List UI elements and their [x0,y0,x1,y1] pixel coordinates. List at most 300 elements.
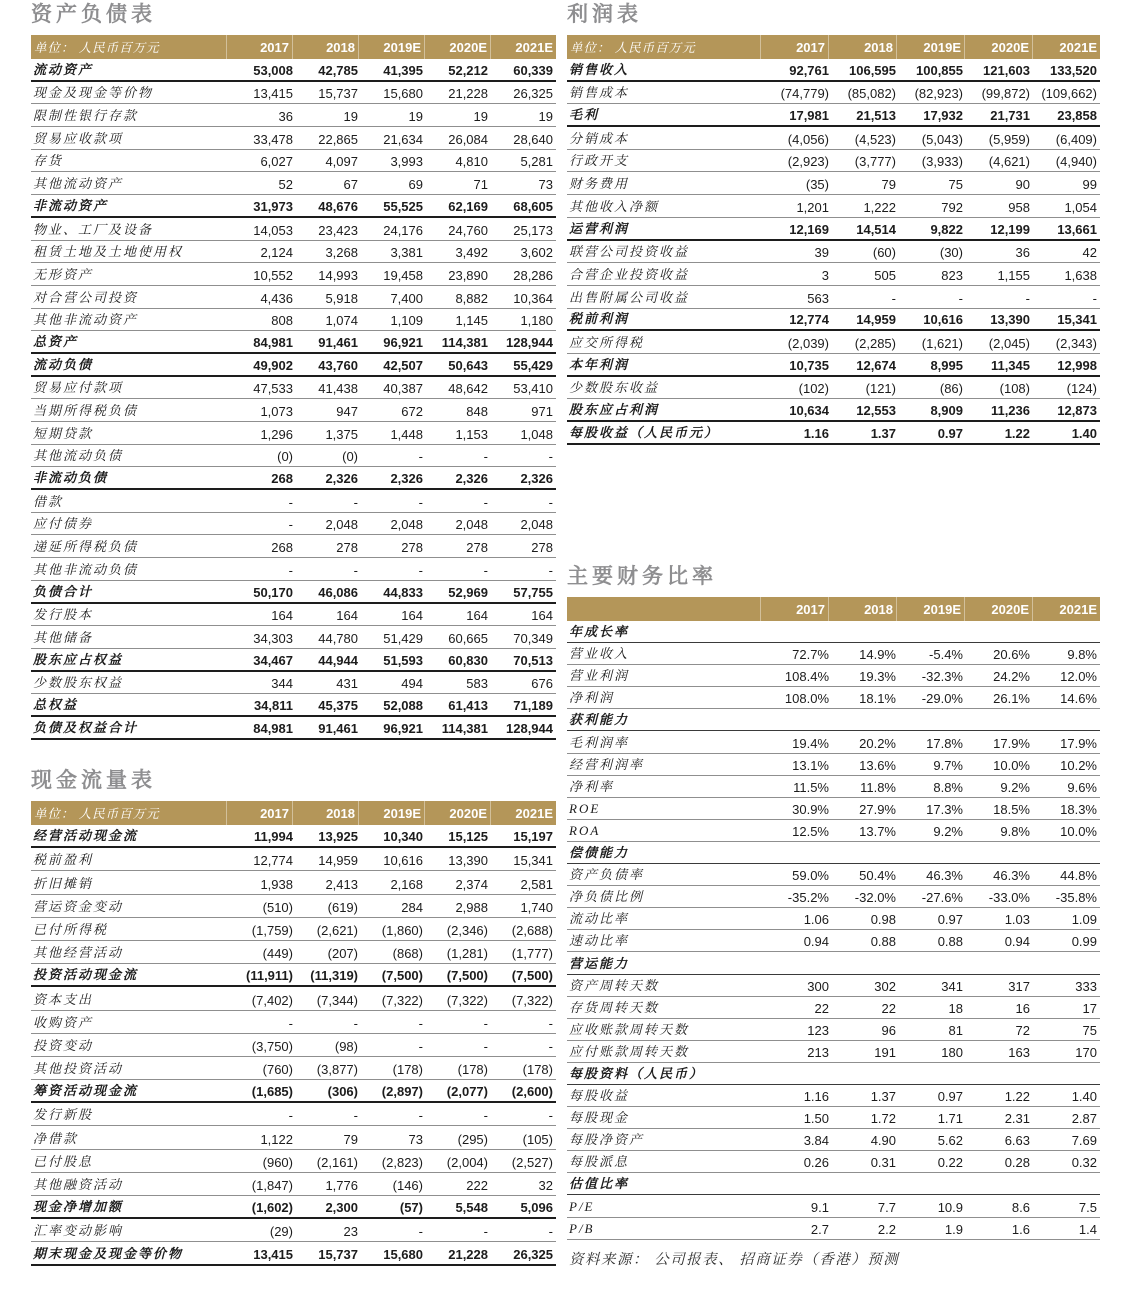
table-row [567,1218,1100,1240]
row-value: 344 [271,676,293,692]
table-row [567,1173,1100,1195]
row-value: 6,027 [260,154,293,170]
row-value: 41,438 [318,381,358,397]
table-row [567,82,1100,105]
row-value: 947 [336,404,358,419]
row-value: 19 [408,109,423,125]
row-value: (2,527) [511,1154,553,1170]
table-row [31,581,556,604]
row-value: 9.2% [933,823,963,839]
row-value: 2,374 [455,876,488,892]
row-value: (2,823) [381,1154,423,1170]
row-label: 物业、工厂及设备 [33,221,154,237]
table-body [567,59,1100,445]
row-value: 50.4% [859,868,896,884]
row-label: 负债及权益合计 [33,719,139,735]
row-value: 2,048 [390,517,423,533]
row-value: (7,322) [381,992,423,1008]
row-value: - [288,517,293,533]
row-value: 8,995 [930,357,963,373]
row-value: 12,998 [1057,357,1097,373]
table-row [31,490,556,513]
row-label: 销售收入 [569,61,630,77]
row-label: 股东应占权益 [33,651,124,667]
row-value: 4,810 [455,154,488,170]
row-value: 958 [1008,199,1030,215]
row-value: (102) [798,381,829,397]
row-value: (3,777) [854,154,896,170]
row-label: 其他非流动负债 [33,561,139,577]
table-row [31,626,556,649]
row-label: 非流动负债 [33,470,109,486]
row-value: (2,346) [446,922,488,938]
table-row [567,1041,1100,1063]
row-value: 27.9% [859,801,896,817]
row-value: (178) [457,1062,488,1078]
row-label: 每股派息 [569,1154,630,1170]
year-column-header: 2019E [358,35,424,59]
row-value: - [288,1015,293,1031]
row-value: 1.71 [937,1111,963,1127]
row-value: 17 [1082,1000,1097,1016]
row-label: 当期所得税负债 [33,403,139,418]
year-column-header: 2017 [760,597,828,621]
row-value: 15,680 [383,86,423,102]
row-value: 21,731 [990,108,1030,124]
row-value: 302 [874,978,896,994]
row-value: (7,402) [251,992,293,1008]
row-value: 30.9% [792,801,829,817]
year-column-header: 2020E [424,801,490,825]
table-body [31,825,556,1266]
row-value: - [548,562,553,578]
row-value: 431 [336,676,358,692]
row-value: 47,533 [253,381,293,397]
row-value: 92,761 [789,62,829,78]
row-value: 26,084 [448,131,488,147]
row-value: 133,520 [1050,62,1097,78]
row-value: 123 [807,1022,829,1038]
year-column-header: 2017 [760,35,828,59]
row-value: 1,054 [1064,199,1097,215]
row-value: 72 [1015,1022,1030,1038]
row-value: 3,268 [325,245,358,261]
row-value: 2.87 [1071,1111,1097,1127]
row-value: 12,674 [856,357,896,373]
row-value: 0.94 [1004,934,1030,950]
row-value: (2,077) [446,1084,488,1100]
row-value: (98) [334,1038,358,1054]
row-value: 12.0% [1060,669,1097,685]
row-value: 5.62 [937,1133,963,1149]
row-value: 14,993 [318,267,358,283]
row-value: 2,124 [260,245,293,261]
row-label: 其他流动资产 [33,176,124,192]
table-title: 资产负债表 [31,2,156,26]
table-row [567,754,1100,776]
row-value: 9.6% [1067,779,1097,795]
row-value: - [353,494,358,510]
financial-ratios-table [567,564,1100,1240]
row-value: 10,340 [383,829,423,845]
row-value: (2,621) [316,922,358,938]
row-value: 1.22 [1004,1089,1030,1105]
row-value: 1,048 [520,426,553,442]
row-value: 15,341 [513,853,553,869]
row-value: - [418,1108,423,1124]
row-value: 213 [807,1044,829,1060]
year-column-header: 2021E [490,801,556,825]
row-value: 0.97 [937,1089,963,1105]
row-value: 278 [466,540,488,556]
row-value: 26,325 [513,1246,553,1262]
row-value: 28,640 [513,131,553,147]
row-value: 28,286 [513,267,553,283]
row-value: - [353,562,358,578]
row-value: (11,319) [310,968,358,984]
row-value: 8.6 [1011,1199,1030,1215]
row-value: 14.6% [1060,691,1097,707]
row-value: 7.5 [1078,1199,1097,1215]
row-value: 808 [271,313,293,329]
row-value: 13.1% [792,757,829,773]
row-value: 60,665 [448,630,488,646]
row-value: 10,364 [513,290,553,306]
row-value: 1.6 [1011,1221,1030,1237]
row-value: 3,492 [455,245,488,261]
row-label: 流动比率 [569,911,630,927]
row-value: 2,326 [325,471,358,487]
table-row [31,354,556,377]
table-row [31,1173,556,1196]
row-value: 21,634 [383,131,423,147]
table-row [567,1019,1100,1041]
row-value: 52,212 [448,62,488,78]
row-value: 20.2% [859,735,896,751]
table-row [567,127,1100,150]
table-row [31,513,556,536]
unit-label: 单位： 人民币百万元 [570,41,696,55]
row-value: - [483,562,488,578]
table-row [31,604,556,627]
row-value: - [483,494,488,510]
row-label: 限制性银行存款 [33,108,139,124]
row-value: 2.31 [1004,1111,1030,1127]
row-value: 12,199 [990,221,1030,237]
row-value: 17.9% [993,735,1030,751]
row-value: 44,833 [383,584,423,600]
row-value: 284 [401,899,423,915]
row-value: 55,525 [383,198,423,214]
row-value: 10,634 [789,403,829,418]
table-header [31,35,556,59]
row-value: 2,048 [325,517,358,533]
row-value: -35.8% [1055,890,1097,906]
table-row [567,930,1100,952]
row-label: 联营公司投资收益 [569,244,690,260]
row-label: 资产负债率 [569,867,645,883]
row-label: 对合营公司投资 [33,289,139,305]
row-label: 总资产 [33,333,79,349]
row-value: 13,415 [253,86,293,102]
year-column-header: 2018 [292,801,358,825]
row-value: 34,811 [253,697,293,713]
row-value: 5,918 [325,290,358,306]
row-label: ROE [569,800,601,816]
row-value: 43,760 [318,357,358,373]
row-label: 无形资产 [33,266,94,282]
row-value: 792 [941,199,963,215]
row-value: 51,593 [383,652,423,668]
table-row [31,1150,556,1173]
row-label: 负债合计 [33,583,94,599]
table-row [31,964,556,987]
row-value: 268 [271,540,293,556]
row-value: 10,616 [923,312,963,328]
row-value: 23,858 [1057,108,1097,124]
row-value: 2,326 [390,471,423,487]
table-row [567,908,1100,930]
table-row [567,643,1100,665]
row-label: 贸易应收款项 [33,130,124,146]
row-value: 59.0% [792,868,829,884]
income-statement-table [567,2,1100,445]
row-value: 114,381 [441,720,488,736]
row-label: 应付账款周转天数 [569,1043,690,1059]
row-value: (35) [805,177,829,193]
row-value: (2,343) [1055,335,1097,351]
row-value: 16 [1015,1000,1030,1016]
row-value: 1,073 [260,404,293,419]
row-label: 贸易应付款项 [33,380,124,396]
row-value: 2,413 [325,876,358,892]
row-value: 8,909 [930,403,963,418]
row-label: 每股资料（人民币） [569,1065,705,1081]
row-value: 84,981 [253,720,293,736]
row-value: 13,415 [253,1246,293,1262]
row-value: (4,621) [988,154,1030,170]
row-value: - [1092,290,1097,306]
cash-flow-table [31,768,556,1266]
row-value: -29.0% [921,691,963,707]
row-value: 2,581 [520,876,553,892]
row-value: - [958,290,963,306]
row-label: 毛利 [569,107,600,123]
row-label: 估值比率 [569,1176,630,1192]
row-value: 8.8% [933,779,963,795]
unit-label: 单位： 人民币百万元 [34,41,160,55]
row-value: 0.31 [870,1155,896,1171]
table-row [31,1057,556,1080]
row-value: (0) [342,449,358,465]
row-value: 46.3% [926,868,963,884]
row-value: 2,326 [520,471,553,487]
row-value: 18.5% [993,801,1030,817]
row-value: (178) [392,1062,423,1078]
row-label: 运营利润 [569,220,630,236]
row-value: 8,882 [455,290,488,306]
year-column-header: 2021E [1032,597,1100,621]
table-row [31,172,556,195]
row-value: (2,161) [316,1154,358,1170]
row-value: 12,553 [856,403,896,418]
table-row [31,241,556,264]
year-column-header: 2019E [896,597,964,621]
table-row [567,399,1100,422]
row-value: 79 [881,177,896,193]
row-value: 9.8% [1000,823,1030,839]
row-value: 1,222 [863,199,896,215]
row-value: (30) [939,245,963,261]
year-column-header: 2019E [358,801,424,825]
row-value: 9.2% [1000,779,1030,795]
row-value: 1.40 [1071,425,1097,441]
table-row [567,621,1100,643]
table-row [31,918,556,941]
row-value: 7.69 [1071,1133,1097,1149]
row-value: (4,056) [787,131,829,147]
row-value: 971 [531,404,553,419]
row-value: 22,865 [318,131,358,147]
row-value: 1,074 [325,313,358,329]
row-label: 期末现金及现金等价物 [33,1245,184,1261]
table-row [31,195,556,218]
row-value: (7,322) [511,992,553,1008]
table-row [31,895,556,918]
row-value: 563 [807,290,829,306]
row-value: 317 [1008,978,1030,994]
row-value: 1.50 [803,1111,829,1127]
row-value: 164 [401,608,423,624]
row-value: (86) [939,381,963,397]
row-value: (2,285) [854,335,896,351]
table-row [31,1196,556,1219]
row-value: (1,602) [251,1200,293,1216]
table-row [567,331,1100,354]
row-label: 其他储备 [33,629,94,645]
row-value: 11.8% [860,779,896,795]
row-value: 505 [874,267,896,283]
row-value: 11,994 [253,829,293,845]
row-value: 278 [336,540,358,556]
table-row [31,1011,556,1034]
row-label: 每股净资产 [569,1132,645,1148]
row-value: -35.2% [787,890,829,906]
row-value: 170 [1075,1044,1097,1060]
row-value: 24.2% [993,669,1030,685]
row-value: 10.0% [1060,823,1097,839]
table-row [31,150,556,173]
row-value: 11,236 [990,403,1030,418]
table-row [567,687,1100,709]
row-value: 24,176 [383,222,423,238]
row-value: (57) [399,1200,423,1216]
year-column-header: 2018 [292,35,358,59]
table-row [567,59,1100,82]
row-value: (146) [392,1178,423,1193]
table-row [567,975,1100,997]
row-value: 71,189 [513,697,553,713]
row-value: 25,173 [513,222,553,238]
table-row [31,1080,556,1103]
row-value: 33,478 [253,131,293,147]
row-value: 42 [1082,245,1097,261]
table-body [31,59,556,740]
row-value: (3,933) [921,154,963,170]
row-value: 1.40 [1071,1089,1097,1105]
row-value: - [418,449,423,465]
row-value: 14,959 [318,853,358,869]
row-value: (85,082) [847,86,896,102]
row-label: 筹资活动现金流 [33,1083,139,1099]
row-value: 48,676 [318,198,358,214]
row-label: 营业利润 [569,668,630,684]
row-value: (11,911) [246,968,293,984]
row-value: (619) [327,899,358,915]
table-row [31,535,556,558]
row-label: 净借款 [33,1130,79,1146]
table-row [567,709,1100,731]
row-label: 借款 [33,493,64,509]
table-row [567,820,1100,842]
row-value: 17.8% [926,735,963,751]
row-value: - [891,290,896,306]
row-value: 10.9 [937,1199,963,1215]
row-value: (1,621) [921,335,963,351]
row-value: (1,759) [251,922,293,938]
row-value: 1,201 [796,199,829,215]
row-value: 81 [948,1022,963,1038]
row-label: 营运资金变动 [33,898,124,914]
row-label: 毛利润率 [569,734,630,750]
row-label: 应收账款周转天数 [569,1021,690,1037]
row-value: 1,375 [325,426,358,442]
source-note: 资料来源： 公司报表、 招商证券（香港）预测 [569,1252,900,1268]
year-column-header: 2018 [828,35,896,59]
table-row [567,842,1100,864]
row-value: - [548,1108,553,1124]
row-value: - [418,494,423,510]
table-row [31,825,556,848]
row-value: 164 [336,608,358,624]
row-value: (74,779) [780,86,829,102]
row-value: - [418,562,423,578]
row-label: 收购资产 [33,1014,94,1030]
row-label: 投资变动 [33,1037,94,1053]
row-value: 2.2 [877,1221,896,1237]
row-value: 42,507 [383,357,423,373]
row-value: 12,169 [789,221,829,237]
table-row [31,848,556,871]
row-value: 84,981 [253,334,293,350]
unit-label: 单位： 人民币百万元 [34,807,160,821]
row-label: 营运能力 [569,955,630,971]
row-value: 0.26 [803,1155,829,1171]
row-value: (207) [327,946,358,962]
row-value: 44.8% [1060,868,1097,884]
row-value: 333 [1075,978,1097,994]
table-row [567,377,1100,400]
row-value: 62,169 [448,198,488,214]
row-value: 1.09 [1071,912,1097,928]
row-value: 848 [466,404,488,419]
row-value: 9.8% [1067,647,1097,663]
table-row [567,263,1100,286]
row-label: 净负债比例 [569,889,645,905]
table-row [567,1129,1100,1151]
row-value: 19.3% [859,669,896,685]
row-value: (5,959) [988,131,1030,147]
